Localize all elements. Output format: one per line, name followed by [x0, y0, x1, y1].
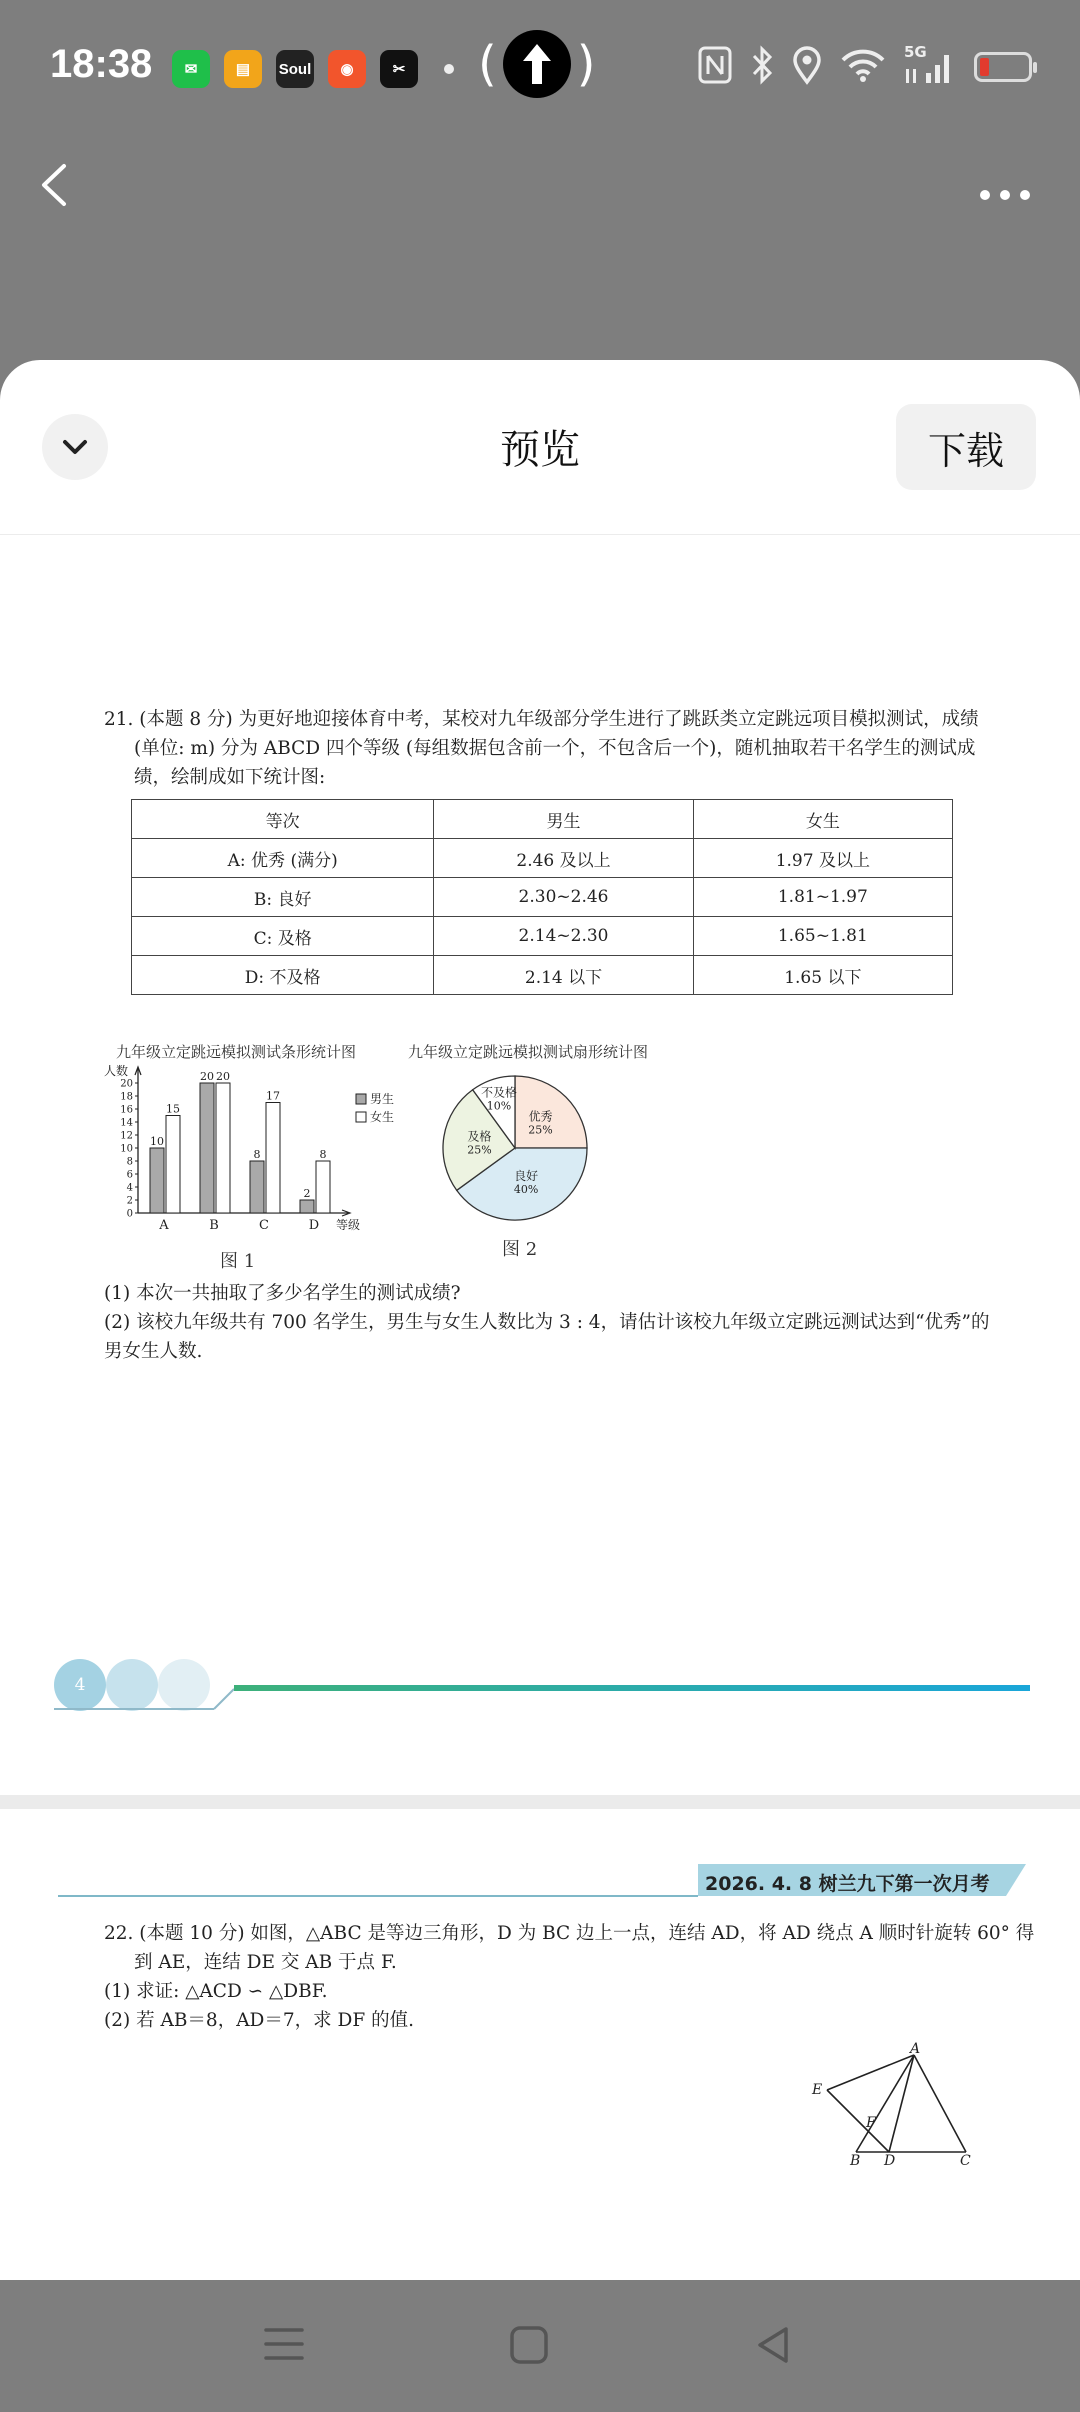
- y-tick-label: 12: [120, 1130, 133, 1142]
- table-cell: B: 良好: [132, 878, 434, 917]
- q22-sub2: (2) 若 AB＝8，AD＝7，求 DF 的值.: [104, 2010, 414, 2031]
- table-cell: 1.81~1.97: [693, 878, 952, 917]
- download-button[interactable]: 下载: [896, 404, 1036, 490]
- legend-swatch: [356, 1094, 366, 1104]
- bar-data-label: 20: [216, 1070, 230, 1083]
- bar-chart: [100, 1063, 395, 1243]
- point-label: A: [910, 2041, 921, 2057]
- bar-data-label: 20: [200, 1070, 214, 1083]
- q21-sub2: (2) 该校九年级共有 700 名学生，男生与女生人数比为 3 : 4，请估计该校九年级立定跳远测试达到“优秀”的: [104, 1312, 990, 1333]
- y-tick-label: 14: [120, 1117, 133, 1129]
- y-tick-label: 0: [126, 1208, 133, 1220]
- bar: [166, 1116, 180, 1214]
- table-row: [132, 878, 953, 917]
- q21-sub2-cont: 男女生人数.: [104, 1341, 203, 1362]
- system-navigation-bar: [0, 2280, 1080, 2412]
- video-app-icon: ◉: [328, 50, 366, 88]
- status-bar: [0, 0, 1080, 140]
- y-tick-label: 6: [126, 1169, 133, 1181]
- pie-slice-percent: 25%: [528, 1123, 553, 1137]
- bar: [300, 1200, 314, 1213]
- preview-sheet: [0, 360, 1080, 2280]
- bar-data-label: 2: [303, 1187, 311, 1200]
- y-tick-label: 2: [126, 1195, 133, 1207]
- table-cell: 1.65 以下: [693, 956, 952, 995]
- document-preview[interactable]: [0, 535, 1080, 2280]
- point-label: C: [960, 2153, 971, 2169]
- square-icon: [508, 2324, 550, 2366]
- x-tick-label: C: [259, 1218, 269, 1233]
- table-cell: 2.30~2.46: [434, 878, 693, 917]
- legend-swatch: [356, 1112, 366, 1122]
- table-header-row: [132, 800, 953, 839]
- legend-label: 女生: [370, 1110, 395, 1124]
- bar: [316, 1161, 330, 1213]
- pie-slice-percent: 10%: [486, 1099, 512, 1113]
- notification-icons: [172, 50, 454, 88]
- table-cell: D: 不及格: [132, 956, 434, 995]
- bar: [250, 1161, 264, 1213]
- y-tick-label: 18: [120, 1091, 133, 1103]
- clock: 18:38: [50, 42, 153, 86]
- x-tick-label: B: [209, 1218, 219, 1233]
- x-tick-label: A: [159, 1218, 169, 1233]
- fig2-caption: 图 2: [502, 1239, 538, 1260]
- q22-sub1: (1) 求证: △ACD ∽ △DBF.: [104, 1981, 328, 2002]
- bar: [150, 1148, 164, 1213]
- wifi-icon: [840, 47, 886, 87]
- page-number: 4: [74, 1675, 86, 1695]
- pie-slice-label: 及格: [467, 1129, 492, 1144]
- bar: [216, 1083, 230, 1213]
- table-cell: 1.65~1.81: [693, 917, 952, 956]
- back-button[interactable]: [30, 150, 80, 220]
- bar-data-label: 17: [266, 1089, 280, 1103]
- home-button[interactable]: [508, 2324, 550, 2370]
- grade-table: [131, 799, 953, 995]
- table-row: [132, 917, 953, 956]
- nfc-icon: [698, 46, 732, 88]
- soul-app-icon: Soul: [276, 50, 314, 88]
- table-cell: 2.14~2.30: [434, 917, 693, 956]
- bar: [200, 1083, 214, 1213]
- q21-line-1: 21. (本题 8 分) 为更好地迎接体育中考，某校对九年级部分学生进行了跳跃类立定跳远项目模拟测试，成绩: [104, 709, 979, 730]
- point-label: F: [866, 2115, 876, 2131]
- table-cell: C: 及格: [132, 917, 434, 956]
- legend-label: 男生: [370, 1092, 395, 1106]
- y-tick-label: 20: [120, 1078, 133, 1090]
- table-header-cell: 女生: [693, 800, 952, 839]
- chevron-left-icon: [30, 150, 80, 220]
- triangle-back-icon: [752, 2324, 794, 2366]
- sheet-title: 预览: [500, 427, 580, 473]
- notes-icon: ▤: [224, 50, 262, 88]
- y-axis-label: 人数: [104, 1064, 129, 1078]
- menu-icon: [262, 2324, 306, 2364]
- point-label: D: [884, 2153, 896, 2169]
- more-notifications-dot: [444, 64, 454, 74]
- bar-data-label: 8: [253, 1148, 261, 1161]
- pie-chart: [430, 1063, 600, 1233]
- upload-arrow-icon[interactable]: [503, 30, 571, 98]
- y-tick-label: 8: [126, 1156, 133, 1168]
- bar-data-label: 15: [166, 1102, 180, 1116]
- more-options-button[interactable]: [978, 170, 1032, 211]
- table-cell: 2.14 以下: [434, 956, 693, 995]
- network-type-label: 5G: [904, 43, 927, 61]
- table-cell: 1.97 及以上: [693, 839, 952, 878]
- table-cell: 2.46 及以上: [434, 839, 693, 878]
- x-axis-label: 等级: [336, 1218, 361, 1232]
- battery-icon: [974, 52, 1032, 82]
- page-separator: [0, 1795, 1080, 1809]
- table-row: [132, 839, 953, 878]
- sheet-header: [0, 360, 1080, 535]
- location-icon: [792, 46, 822, 88]
- y-tick-label: 16: [120, 1104, 133, 1116]
- pie-chart-title: 九年级立定跳远模拟测试扇形统计图: [408, 1043, 649, 1061]
- q21-sub1: (1) 本次一共抽取了多少名学生的测试成绩?: [104, 1283, 461, 1304]
- bar-chart-title: 九年级立定跳远模拟测试条形统计图: [116, 1043, 357, 1061]
- point-label: B: [850, 2153, 861, 2169]
- x-tick-label: D: [308, 1218, 320, 1233]
- fig1-caption: 图 1: [220, 1251, 256, 1272]
- screen-recorder-indicator[interactable]: ( ): [478, 30, 595, 98]
- more-dots-icon: [978, 188, 1032, 202]
- q22-line-1: 22. (本题 10 分) 如图，△ABC 是等边三角形，D 为 BC 边上一点，连结 AD，将 AD 绕点 A 顺时针旋转 60° 得: [104, 1923, 1035, 1944]
- system-icons: [698, 43, 1032, 88]
- bar: [266, 1103, 280, 1214]
- table-cell: A: 优秀 (满分): [132, 839, 434, 878]
- y-tick-label: 10: [120, 1143, 133, 1155]
- cellular-signal-icon: [904, 43, 956, 87]
- q22-line-2: 到 AE，连结 DE 交 AB 于点 F.: [134, 1952, 397, 1973]
- pie-slice-label: 不及格: [480, 1085, 517, 1100]
- q21-line-2: (单位: m) 分为 ABCD 四个等级 (每组数据包含前一个，不包含后一个)，随机抽取若干名学生的测试成: [134, 738, 976, 759]
- triangle-figure: [800, 2041, 990, 2169]
- bluetooth-icon: [750, 46, 774, 88]
- wechat-icon: ✉: [172, 50, 210, 88]
- pie-slice-label: 优秀: [528, 1109, 553, 1124]
- point-label: E: [812, 2082, 823, 2098]
- table-row: [132, 956, 953, 995]
- y-tick-label: 4: [126, 1182, 133, 1194]
- pie-slice-percent: 40%: [513, 1183, 539, 1197]
- footer-rule: [54, 1675, 1034, 1715]
- capcut-icon: ✂: [380, 50, 418, 88]
- exam-banner-text: 2026. 4. 8 树兰九下第一次月考: [705, 1873, 990, 1895]
- bar-data-label: 10: [150, 1135, 164, 1148]
- system-back-button[interactable]: [752, 2324, 794, 2370]
- recent-apps-button[interactable]: [262, 2324, 306, 2368]
- table-header-cell: 等次: [132, 800, 434, 839]
- pie-slice-percent: 25%: [467, 1143, 492, 1157]
- q21-line-3: 绩，绘制成如下统计图:: [134, 767, 326, 788]
- pie-slice-label: 良好: [514, 1169, 539, 1184]
- table-header-cell: 男生: [434, 800, 693, 839]
- bar-data-label: 8: [319, 1148, 327, 1161]
